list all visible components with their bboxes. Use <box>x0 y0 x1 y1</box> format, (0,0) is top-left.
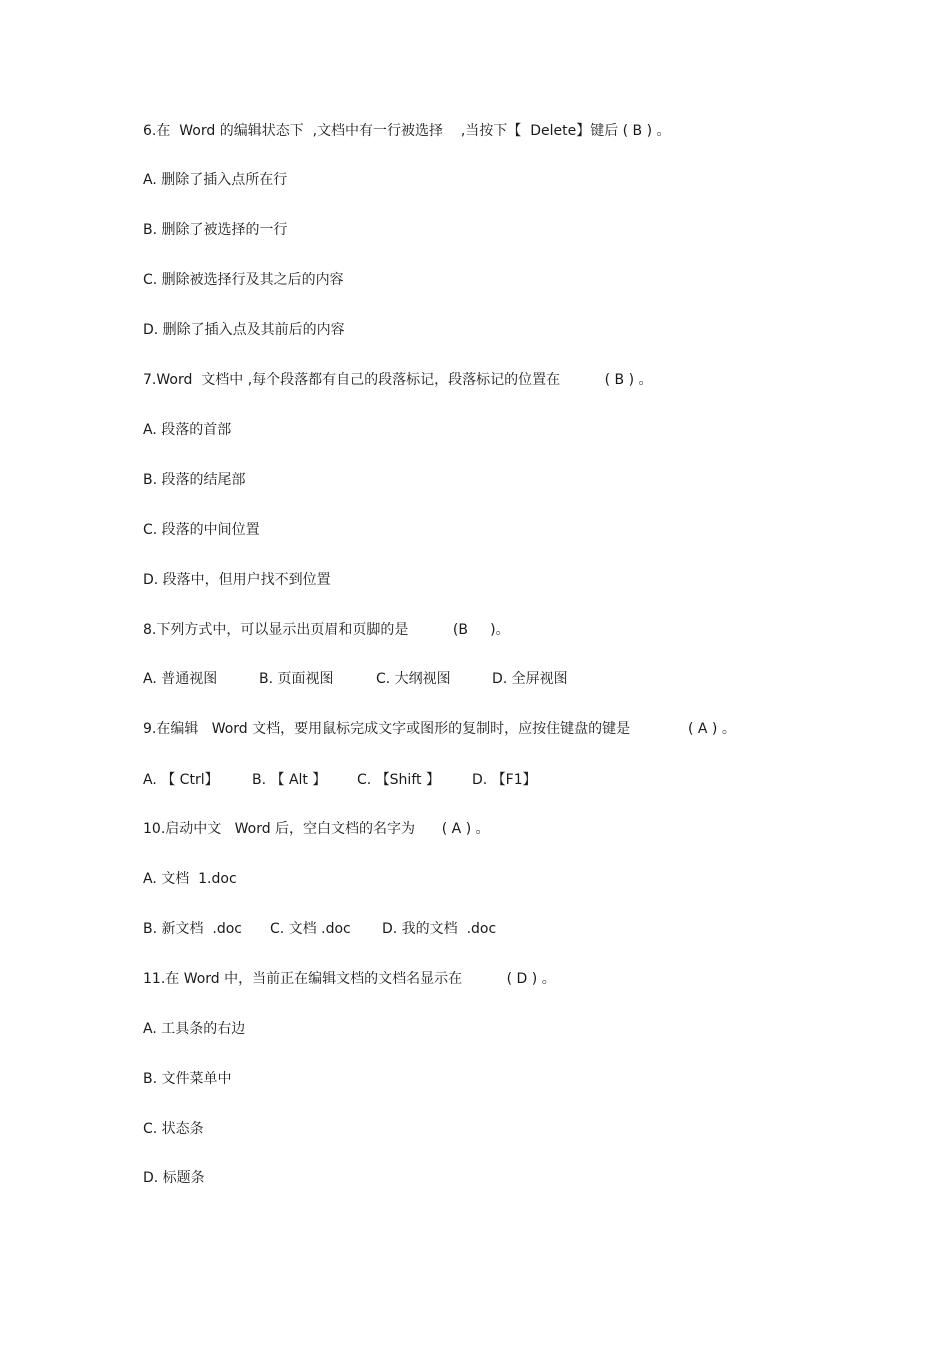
question-6-option-a: A. 删除了插入点所在行 <box>143 172 288 188</box>
question-9-option-b: B. 【 Alt 】 <box>252 772 327 788</box>
question-7-option-c: C. 段落的中间位置 <box>143 522 260 538</box>
question-11-option-d: D. 标题条 <box>143 1170 205 1186</box>
question-10-stem: 10.启动中文 Word 后，空白文档的名字为 ( A ) 。 <box>143 821 490 837</box>
question-7-option-d: D. 段落中，但用户找不到位置 <box>143 572 331 588</box>
question-9-option-a: A. 【 Ctrl】 <box>143 772 219 788</box>
question-9-options-row <box>143 770 843 790</box>
question-10-options-row <box>143 919 843 939</box>
question-9-option-c: C. 【Shift 】 <box>357 772 440 788</box>
question-6-option-d: D. 删除了插入点及其前后的内容 <box>143 322 345 338</box>
question-8-options-row <box>143 669 843 689</box>
question-9-option-d: D. 【F1】 <box>472 772 537 788</box>
question-6-option-b: B. 删除了被选择的一行 <box>143 222 288 238</box>
question-6-option-c: C. 删除被选择行及其之后的内容 <box>143 272 344 288</box>
question-11-stem: 11.在 Word 中，当前正在编辑文档的文档名显示在 ( D ) 。 <box>143 971 556 987</box>
question-6-stem: 6.在 Word 的编辑状态下 ,文档中有一行被选择 ,当按下【 Delete】键后 ( B ) 。 <box>143 123 671 139</box>
question-8-option-a: A. 普通视图 <box>143 671 218 687</box>
question-10-option-a: A. 文档 1.doc <box>143 871 237 887</box>
question-8-option-c: C. 大纲视图 <box>376 671 451 687</box>
question-7-option-b: B. 段落的结尾部 <box>143 472 246 488</box>
question-11-option-a: A. 工具条的右边 <box>143 1021 246 1037</box>
question-10-option-b: B. 新文档 .doc <box>143 921 243 937</box>
question-11-option-b: B. 文件菜单中 <box>143 1071 232 1087</box>
question-8-option-d: D. 全屏视图 <box>492 671 568 687</box>
question-10-option-d: D. 我的文档 .doc <box>382 921 497 937</box>
question-9-stem: 9.在编辑 Word 文档，要用鼠标完成文字或图形的复制时，应按住键盘的键是 ( A ) 。 <box>143 721 736 737</box>
question-8-stem: 8.下列方式中，可以显示出页眉和页脚的是 (B )。 <box>143 622 510 638</box>
question-7-stem: 7.Word 文档中 ,每个段落都有自己的段落标记，段落标记的位置在 ( B ) 。 <box>143 372 653 388</box>
question-8-option-b: B. 页面视图 <box>259 671 334 687</box>
question-11-option-c: C. 状态条 <box>143 1121 204 1137</box>
question-10-option-c: C. 文档 .doc <box>270 921 351 937</box>
question-7-option-a: A. 段落的首部 <box>143 422 232 438</box>
